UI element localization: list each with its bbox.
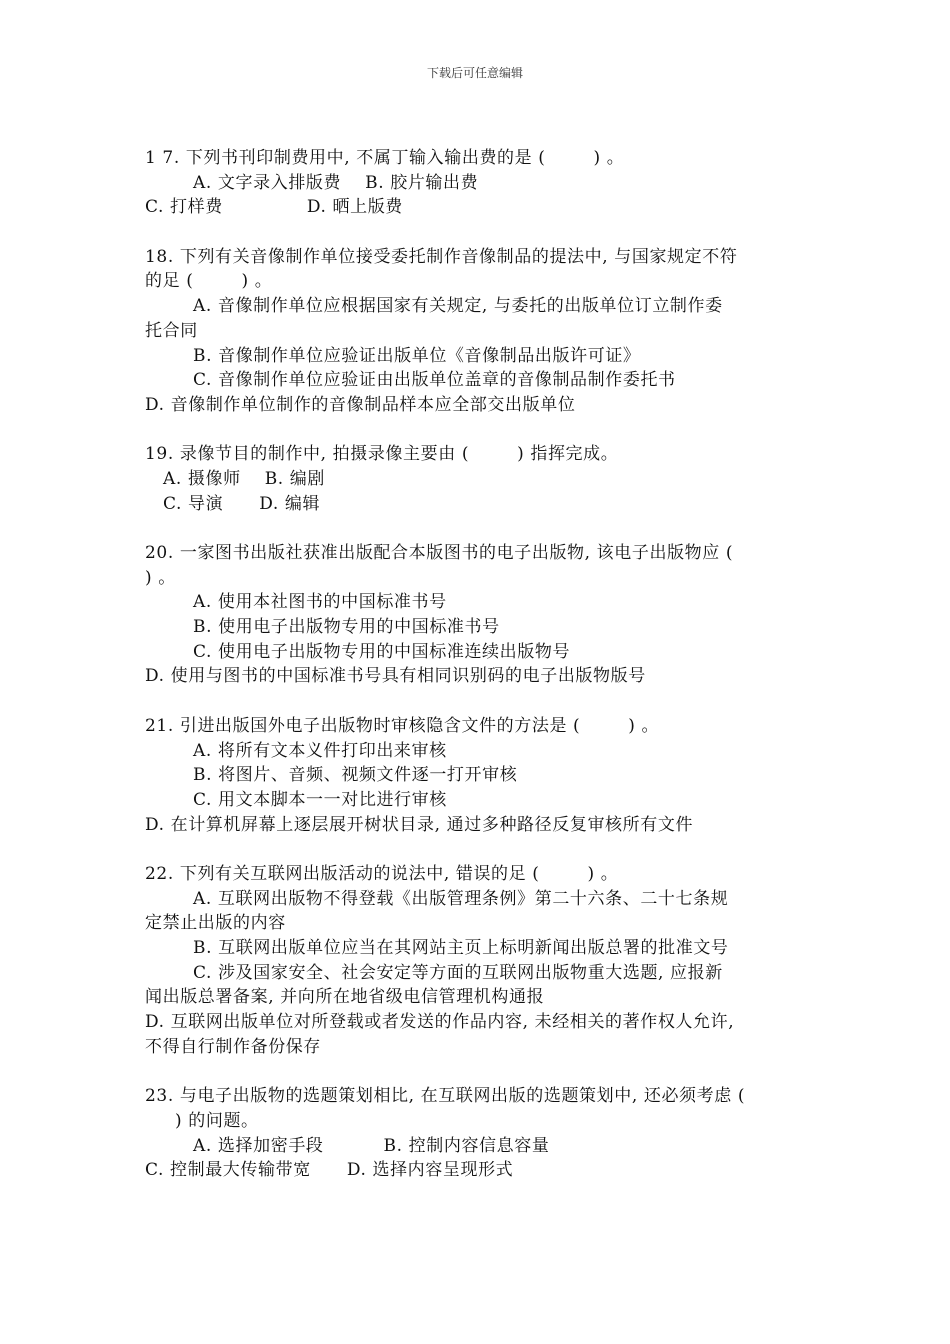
page-header: 下载后可任意编辑	[426, 66, 523, 80]
question-list	[145, 146, 805, 1183]
text-line: 闻出版总署备案, 并向所在地省级电信管理机构通报	[145, 987, 545, 1008]
text-line: 22. 下列有关互联网出版活动的说法中, 错误的足 ( ) 。	[145, 863, 619, 884]
question-gap	[145, 689, 805, 714]
text-line: A. 互联网出版物不得登载《出版管理条例》第二十六条、二十七条规	[145, 888, 729, 909]
text-line: 定禁止出版的内容	[145, 913, 286, 934]
text-line: ) 。	[145, 567, 176, 588]
question-gap	[145, 837, 805, 862]
text-line: C. 导演 D. 编辑	[145, 493, 321, 514]
text-line: 托合同	[145, 320, 198, 341]
text-line: B. 互联网出版单位应当在其网站主页上标明新闻出版总署的批准文号	[145, 938, 729, 958]
text-line: ) 的问题。	[145, 1110, 259, 1131]
question-gap	[145, 516, 805, 541]
text-line: 21. 引进出版国外电子出版物时审核隐含文件的方法是 ( ) 。	[145, 715, 660, 736]
text-line: 18. 下列有关音像制作单位接受委托制作音像制品的提法中, 与国家规定不符	[145, 246, 738, 267]
text-line: A. 文字录入排版费 B. 胶片输出费	[145, 172, 479, 193]
text-line: B. 将图片、音频、视频文件逐一打开审核	[145, 765, 518, 786]
text-line: B. 音像制作单位应验证出版单位《音像制品出版许可证》	[145, 345, 641, 366]
text-line: 不得自行制作备份保存	[145, 1036, 321, 1057]
text-line: C. 用文本脚本一一对比进行审核	[145, 789, 447, 810]
text-line: C. 控制最大传输带宽 D. 选择内容呈现形式	[145, 1160, 514, 1181]
text-line: D. 使用与图书的中国标准书号具有相同识别码的电子出版物版号	[145, 666, 646, 687]
text-line: D. 音像制作单位制作的音像制品样本应全部交出版单位	[145, 394, 576, 415]
text-line: A. 选择加密手段 B. 控制内容信息容量	[145, 1135, 550, 1156]
text-line: 20. 一家图书出版社获准出版配合本版图书的电子出版物, 该电子出版物应 (	[145, 543, 734, 563]
question-gap	[145, 418, 805, 443]
text-line: D. 在计算机屏幕上逐层展开树状目录, 通过多种路径反复审核所有文件	[145, 814, 694, 835]
question-gap	[145, 220, 805, 245]
text-line: C. 打样费 D. 晒上版费	[145, 197, 403, 218]
text-line: D. 互联网出版单位对所登载或者发送的作品内容, 未经相关的著作权人允许,	[145, 1012, 735, 1033]
text-line: 23. 与电子出版物的选题策划相比, 在互联网出版的选题策划中, 还必须考虑 (	[145, 1086, 746, 1107]
text-line: C. 使用电子出版物专用的中国标准连续出版物号	[145, 641, 571, 662]
question-gap	[145, 1059, 805, 1084]
text-line: C. 音像制作单位应验证由出版单位盖章的音像制品制作委托书	[145, 370, 676, 391]
text-line: 的足 ( ) 。	[145, 271, 273, 292]
text-line: A. 将所有文本义件打印出来审核	[145, 740, 447, 761]
text-line: 19. 录像节目的制作中, 拍摄录像主要由 ( ) 指挥完成。	[145, 444, 619, 465]
text-line: B. 使用电子出版物专用的中国标准书号	[145, 617, 500, 638]
text-line: A. 使用本社图书的中国标准书号	[145, 592, 447, 613]
text-line: A. 摄像师 B. 编剧	[145, 468, 326, 489]
text-line: 1 7. 下列书刊印制费用中, 不属丁输入输出费的是 ( ) 。	[145, 148, 625, 168]
text-line: A. 音像制作单位应根据国家有关规定, 与委托的出版单位订立制作委	[145, 296, 723, 317]
text-line: C. 涉及国家安全、社会安定等方面的互联网出版物重大选题, 应报新	[145, 962, 723, 983]
